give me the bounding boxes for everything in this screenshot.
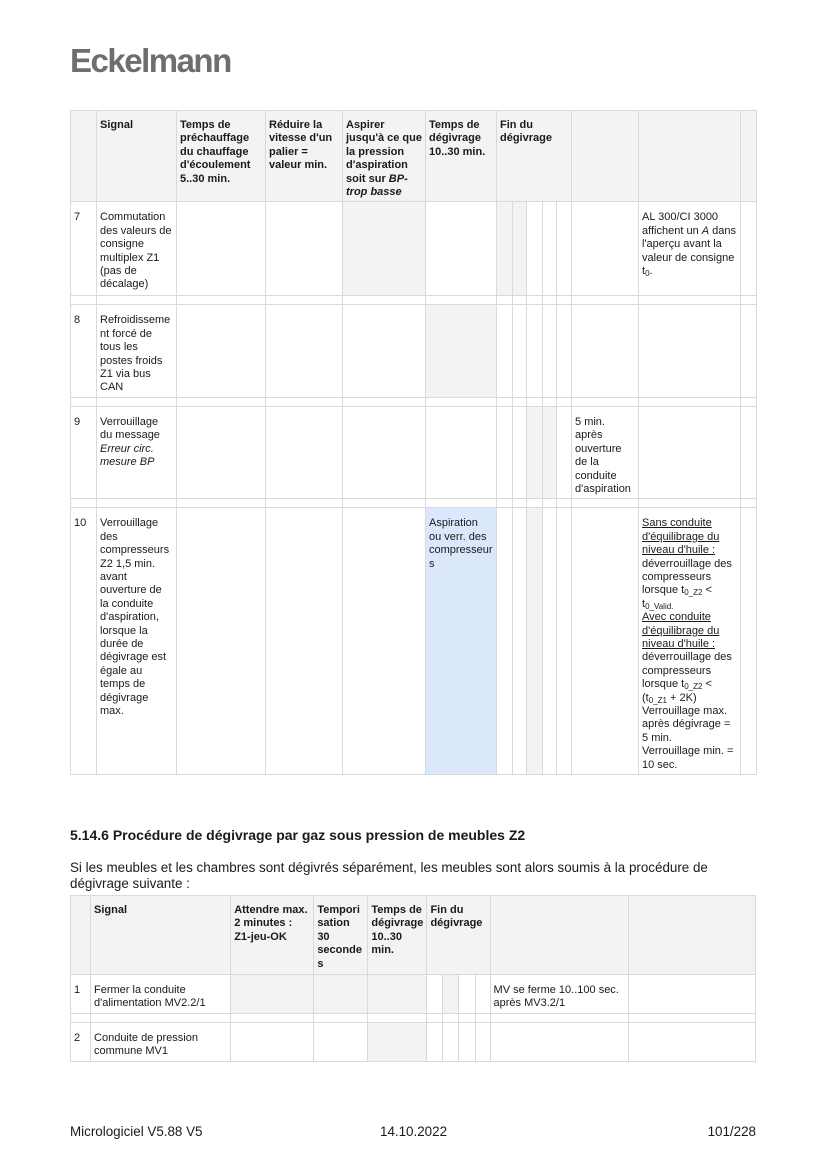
header-number — [71, 896, 91, 975]
row-signal: Refroidissement forcé de tous les postes froids Z1 via bus CAN — [97, 305, 177, 397]
footer-firmware-version: Micrologiciel V5.88 V5 — [70, 1124, 203, 1139]
row-number: 7 — [71, 202, 97, 296]
table-row — [71, 508, 757, 775]
row-number: 2 — [71, 1022, 91, 1061]
spacer-row — [71, 1013, 756, 1022]
defrost-steps-table-z1 — [70, 110, 757, 775]
table-row — [71, 406, 757, 498]
header-signal: Signal — [97, 111, 177, 202]
row-note: MV se ferme 10..100 sec. après MV3.2/1 — [490, 975, 628, 1014]
header-timer: Temporisation 30 secondes — [314, 896, 368, 975]
row-signal: Verrouillage du message Erreur circ. mesure BP — [97, 406, 177, 498]
table-header-row — [71, 111, 757, 202]
header-reduce-speed: Réduire la vitesse d'un palier = valeur min. — [266, 111, 343, 202]
header-wait: Attendre max. 2 minutes : Z1-jeu-OK — [231, 896, 314, 975]
section-title: 5.14.6 Procédure de dégivrage par gaz sous pression de meubles Z2 — [70, 827, 526, 843]
row-number: 1 — [71, 975, 91, 1014]
header-defrost-time: Temps de dégivrage 10..30 min. — [426, 111, 497, 202]
defrost-steps-table-z2 — [70, 895, 756, 1062]
header-empty-3 — [741, 111, 757, 202]
eckelmann-logo: Eckelmann — [70, 42, 231, 79]
header-number — [71, 111, 97, 202]
header-empty-1 — [490, 896, 628, 975]
header-defrost-end: Fin du dégivrage — [427, 896, 490, 975]
header-defrost-end: Fin du dégivrage — [497, 111, 572, 202]
header-empty-2 — [628, 896, 755, 975]
row-signal: Conduite de pression commune MV1 — [91, 1022, 231, 1061]
row-number: 10 — [71, 508, 97, 775]
spacer-row — [71, 296, 757, 305]
spacer-row — [71, 397, 757, 406]
table-row — [71, 1022, 756, 1061]
header-aspirate: Aspirer jusqu'à ce que la pression d'aspiration soit sur BP-trop basse — [343, 111, 426, 202]
header-empty-2 — [639, 111, 741, 202]
header-empty-1 — [572, 111, 639, 202]
header-defrost-time: Temps de dégivrage 10..30 min. — [368, 896, 427, 975]
footer-page-number: 101/228 — [707, 1124, 756, 1139]
table-row — [71, 305, 757, 397]
row-note: AL 300/CI 3000 affichent un A dans l'aperçu avant la valeur de consigne $t_0$. — [639, 202, 741, 296]
section-intro: Si les meubles et les chambres sont dégivrés séparément, les meubles sont alors soumis à la procédure de dégivrage suivante : — [70, 860, 708, 891]
row-number: 8 — [71, 305, 97, 397]
row-number: 9 — [71, 406, 97, 498]
table-row — [71, 975, 756, 1014]
header-signal: Signal — [91, 896, 231, 975]
row-signal: Commutation des valeurs de consigne multiplex Z1 (pas de décalage) — [97, 202, 177, 296]
row-delay: 5 min. après ouverture de la conduite d'aspiration — [572, 406, 639, 498]
header-preheat-time: Temps de préchauffage du chauffage d'écoulement 5..30 min. — [177, 111, 266, 202]
row-note: Sans conduite d'équilibrage du niveau d'huile : déverrouillage des compresseurs lorsque $t_{0\_Z2} < t_{0\_Valid.}$ Avec conduite d'équilibrage du niveau d'huile : déverrouillage des compresseurs lorsque $t_{0\_Z2} < (t_{0\_Z1} + 2K)$ Verrouillage max. après dégivrage = 5 min. Verrouillage min. = 10 sec. — [639, 508, 741, 775]
spacer-row — [71, 499, 757, 508]
row-signal: Verrouillage des compresseurs Z2 1,5 min. avant ouverture de la conduite d'aspiration, lorsque la durée de dégivrage est égale au temps de dégivrage max. — [97, 508, 177, 775]
table-row — [71, 202, 757, 296]
row-defrost-action: Aspiration ou verr. des compresseurs — [426, 508, 497, 775]
row-signal: Fermer la conduite d'alimentation MV2.2/1 — [91, 975, 231, 1014]
footer-date: 14.10.2022 — [380, 1124, 448, 1139]
table-header-row — [71, 896, 756, 975]
